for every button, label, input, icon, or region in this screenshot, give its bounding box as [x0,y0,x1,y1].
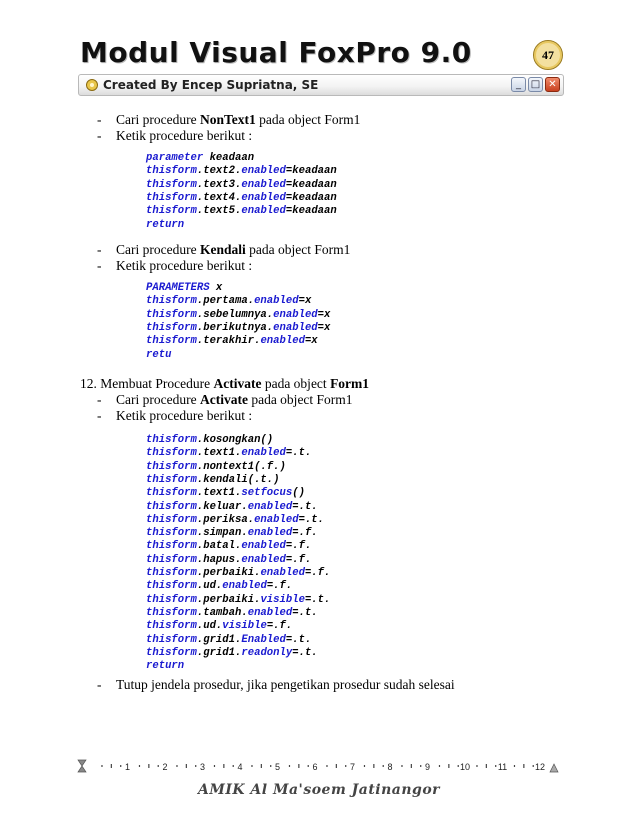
code-line [146,295,311,307]
page-number-badge [533,40,563,70]
code-line [146,634,311,646]
ruler-tick [326,765,327,767]
code-text: =x [317,308,331,321]
bullet-dash: - [97,128,102,143]
code-text: =.f. [285,553,312,566]
code-keyword: PARAMETERS [146,282,210,294]
ruler-tick [101,765,102,767]
ruler-tick [139,765,140,767]
code-text: .simpan. [196,527,248,540]
code-keyword: enabled [241,191,286,204]
code-line [146,487,305,499]
code-keyword: thisform [146,335,197,348]
ruler-tick [158,765,159,767]
code-keyword: parameter [146,152,204,164]
code-keyword: thisform [146,580,197,593]
ruler-tick [298,764,299,768]
author-credit: Created By Encep Supriatna, SE [103,78,319,92]
ruler-label: 2 [162,762,168,772]
code-text: =.t. [285,633,312,646]
ruler-label: 1 [124,762,131,772]
ruler-label: 10 [459,762,471,772]
code-keyword: thisform [146,500,197,513]
code-keyword: thisform [146,487,197,500]
ruler-tick [514,765,515,767]
code-line [146,514,324,526]
code-text: .perbaiki. [196,567,261,579]
code-text: .ud. [196,620,223,633]
ruler-label: 9 [424,762,431,772]
ruler-tick [373,764,374,768]
code-text: =.f. [266,580,293,593]
ruler-label: 12 [534,762,546,772]
bullet-dash: - [97,392,102,407]
ruler-tick [523,764,524,768]
code-keyword: thisform [146,606,197,619]
code-keyword: enabled [241,447,286,460]
code-text: .grid1. [196,633,242,646]
ruler-tick [458,765,459,767]
ruler-tick [214,765,215,767]
code-text: .tambah. [196,606,248,619]
code-line [146,660,184,672]
code-keyword: thisform [146,540,197,553]
ruler-label: 8 [387,762,393,772]
code-keyword: enabled [241,165,286,178]
code-text: =.f. [285,540,312,553]
list-item: Cari procedure Activate pada object Form1 [116,392,353,407]
code-text: .berikutnya. [196,321,274,334]
code-text: =.t. [292,500,318,513]
section-heading: 12. Membuat Procedure Activate pada object Form1 [80,376,370,391]
ruler-tick [223,764,224,768]
code-text: =.t. [292,606,318,619]
code-text: .text2. [196,165,242,178]
list-item: Ketik procedure berikut : [116,128,253,143]
code-line [146,594,330,606]
code-text: .ud. [196,580,223,593]
code-line [146,282,222,294]
code-keyword: thisform [146,646,197,659]
bullet-dash: - [97,408,102,423]
document-title: Modul Visual FoxPro 9.0 [80,36,472,69]
ruler-tick [270,765,271,767]
code-keyword: thisform [146,527,197,540]
code-line [146,309,330,321]
ruler-tick [486,764,487,768]
code-keyword: thisform [146,178,197,191]
code-text: .kosongkan() [196,434,274,446]
ruler-tick [120,765,121,767]
code-text: =keadaan [285,178,337,191]
credit-banner [78,74,564,96]
ruler-tick [495,765,496,767]
ruler-tick [439,765,440,767]
code-line [146,567,330,579]
code-text: =keadaan [285,165,337,178]
ruler [76,758,562,774]
ruler-tick [251,765,252,767]
code-keyword: enabled [254,295,299,308]
close-icon: ✕ [545,77,560,92]
code-keyword: thisform [146,460,197,473]
ruler-label: 3 [199,762,206,772]
code-text: =.t. [304,593,331,606]
code-text: =.t. [285,447,312,460]
code-keyword: readonly [241,646,293,659]
code-text: =.t. [292,646,318,659]
code-keyword: thisform [146,567,197,579]
ruler-tick [176,765,177,767]
code-line [146,580,292,592]
code-text: .text1. [196,487,242,500]
ruler-tick [364,765,365,767]
code-text: .hapus. [196,553,242,566]
code-keyword: thisform [146,434,197,446]
author-icon [85,78,99,92]
code-keyword: enabled [222,580,267,593]
code-line [146,647,318,659]
ruler-tick [308,765,309,767]
code-text: .terakhir. [196,335,261,348]
code-line [146,335,318,347]
code-keyword: visible [260,593,305,606]
ruler-tick [261,764,262,768]
code-text: =x [304,335,318,348]
code-keyword: setfocus [241,487,293,500]
ruler-tick [148,764,149,768]
code-text: keadaan [203,152,255,164]
code-text: =.f. [266,620,293,633]
code-text: x [209,282,223,294]
code-line [146,152,254,164]
code-text: .sebelumnya. [196,308,274,321]
code-text: .nontext1(.f.) [196,460,286,473]
code-keyword: thisform [146,633,197,646]
code-keyword: enabled [241,540,286,553]
code-text: .text1. [196,447,242,460]
code-keyword: enabled [247,500,293,513]
code-text: =keadaan [285,205,337,218]
code-keyword: enabled [260,567,305,579]
bullet-dash: - [97,677,102,692]
minimize-icon: _ [511,77,526,92]
code-keyword: thisform [146,553,197,566]
code-text: =x [317,321,331,334]
code-text: .text5. [196,205,242,218]
code-line [146,434,273,446]
ruler-label: 11 [497,762,508,772]
code-text: =.f. [292,527,318,540]
ruler-tick [195,765,196,767]
code-keyword: thisform [146,165,197,178]
code-keyword: return [146,660,185,673]
ruler-tick [401,765,402,767]
code-keyword: thisform [146,447,197,460]
code-keyword: enabled [247,527,293,540]
bullet-dash: - [97,112,102,127]
code-keyword: enabled [273,308,318,321]
code-keyword: enabled [241,205,286,218]
code-text: .batal. [196,540,242,553]
code-line [146,540,311,552]
ruler-tick [233,765,234,767]
ruler-tick [448,764,449,768]
code-line [146,219,184,231]
code-keyword: enabled [241,178,286,191]
code-line [146,322,330,334]
code-keyword: enabled [247,606,293,619]
ruler-tick [289,765,290,767]
code-line [146,527,318,539]
code-text: () [292,487,305,500]
code-line [146,192,337,204]
code-line [146,205,337,217]
code-text: =.f. [304,567,331,579]
ruler-tick [345,765,346,767]
code-keyword: enabled [254,513,299,526]
ruler-label: 7 [349,762,356,772]
code-keyword: Enabled [241,633,286,646]
ruler-tick [533,765,534,767]
code-keyword: enabled [260,335,305,348]
code-text: =x [298,295,312,308]
code-keyword: thisform [146,473,197,486]
code-text: .perbaiki. [196,593,261,606]
code-keyword: thisform [146,593,197,606]
code-keyword: thisform [146,205,197,218]
list-item: Cari procedure NonText1 pada object Form1 [116,112,361,127]
ruler-tick [476,765,477,767]
code-text: .kendali(.t.) [196,473,280,486]
list-item: Cari procedure Kendali pada object Form1 [116,242,351,257]
ruler-label: 6 [312,762,318,772]
bullet-dash: - [97,258,102,273]
code-line [146,607,318,619]
ruler-tick [186,764,187,768]
code-keyword: thisform [146,295,197,308]
code-line [146,474,280,486]
code-text: .grid1. [196,646,242,659]
ruler-tick [336,764,337,768]
code-line [146,179,337,191]
code-line [146,165,337,177]
code-keyword: retu [146,348,172,361]
ruler-tick [420,765,421,767]
code-keyword: thisform [146,191,197,204]
footer-institution: AMIK Al Ma'soem Jatinangor [197,782,441,798]
ruler-tick [383,765,384,767]
maximize-icon: □ [528,77,543,92]
code-keyword: thisform [146,308,197,321]
code-keyword: visible [222,620,267,633]
code-line [146,501,318,513]
code-line [146,461,286,473]
ruler-label: 4 [237,762,243,772]
code-keyword: thisform [146,620,197,633]
list-item: Ketik procedure berikut : [116,408,253,423]
code-text: .pertama. [196,295,255,308]
ruler-tick [411,764,412,768]
list-item: Ketik procedure berikut : [116,258,253,273]
code-keyword: return [146,218,185,231]
code-keyword: thisform [146,513,197,526]
ruler-tick [111,764,112,768]
code-line [146,349,171,361]
code-text: .periksa. [196,513,255,526]
ruler-label: 5 [274,762,281,772]
code-keyword: enabled [273,321,318,334]
code-keyword: enabled [241,553,286,566]
code-line [146,447,311,459]
code-text: .text3. [196,178,242,191]
code-text: =.t. [298,513,325,526]
bullet-dash: - [97,242,102,257]
code-text: .keluar. [196,500,248,513]
code-text: =keadaan [285,191,337,204]
code-line [146,620,292,632]
list-item: Tutup jendela prosedur, jika pengetikan prosedur sudah selesai [116,677,455,692]
page-number: 47 [542,47,554,62]
code-text: .text4. [196,191,242,204]
code-line [146,554,311,566]
code-keyword: thisform [146,321,197,334]
